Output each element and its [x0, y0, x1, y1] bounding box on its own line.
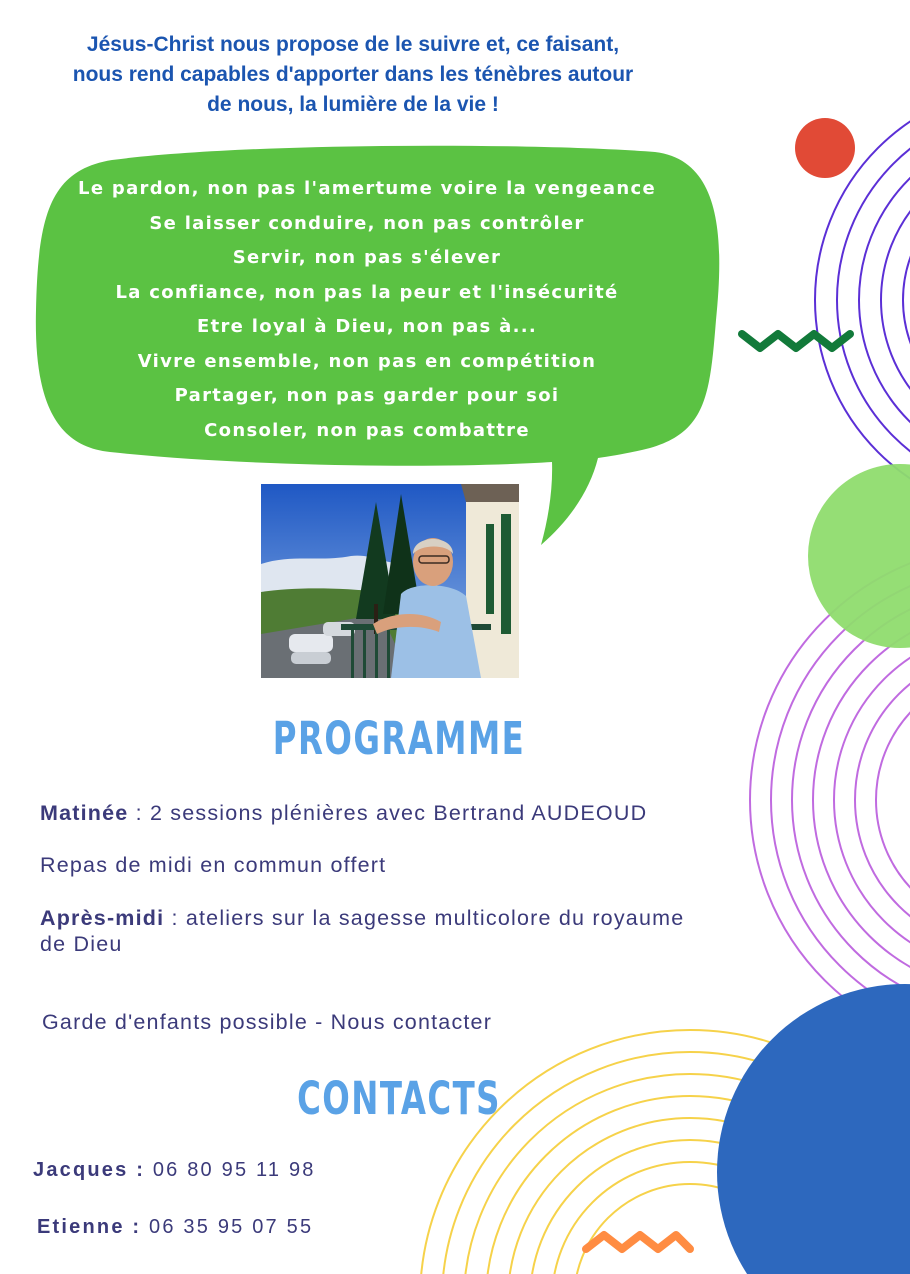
programme-morning: [40, 800, 760, 826]
bubble-line: Partager, non pas garder pour soi: [174, 385, 560, 406]
green-zigzag-decoration: [742, 334, 850, 348]
contacts-title: CONTACTS: [297, 1072, 501, 1125]
contact-jacques: [33, 1159, 316, 1182]
red-dot-decoration: [795, 118, 855, 178]
afternoon-label: Après-midi: [40, 906, 165, 930]
bubble-line: Etre loyal à Dieu, non pas à...: [197, 316, 537, 337]
bubble-line: Consoler, non pas combattre: [204, 419, 530, 441]
programme-lunch: Repas de midi en commun offert: [40, 853, 387, 877]
contact-name: Jacques :: [33, 1159, 146, 1181]
orange-zigzag-decoration: [586, 1235, 690, 1249]
bubble-line: Servir, non pas s'élever: [232, 247, 502, 268]
speaker-photo: [261, 484, 519, 678]
contact-etienne: [37, 1216, 313, 1239]
morning-label: Matinée: [40, 801, 129, 825]
contact-name: Etienne :: [37, 1216, 142, 1238]
programme-childcare: Garde d'enfants possible - Nous contacter: [42, 1010, 493, 1034]
bubble-line: Vivre ensemble, non pas en compétition: [137, 350, 597, 372]
bubble-text-list: [60, 172, 674, 448]
contact-phone[interactable]: 06 80 95 11 98: [145, 1159, 316, 1181]
programme-afternoon: [40, 905, 710, 957]
programme-title: PROGRAMME: [272, 712, 526, 765]
intro-text: Jésus-Christ nous propose de le suivre et, ce faisant, nous rend capables d'apporter dans les ténèbres autour de nous, la lumière de la vie !: [72, 33, 634, 116]
bubble-line: La confiance, non pas la peur et l'insécurité: [115, 281, 619, 303]
bubble-line: Le pardon, non pas l'amertume voire la vengeance: [78, 178, 656, 199]
bubble-line: Se laisser conduire, non pas contrôler: [149, 212, 585, 234]
contact-phone[interactable]: 06 35 95 07 55: [141, 1216, 314, 1238]
afternoon-text: : ateliers sur la sagesse multicolore du royaume de Dieu: [40, 906, 685, 956]
morning-text: : 2 sessions plénières avec Bertrand AUDEOUD: [128, 801, 648, 825]
